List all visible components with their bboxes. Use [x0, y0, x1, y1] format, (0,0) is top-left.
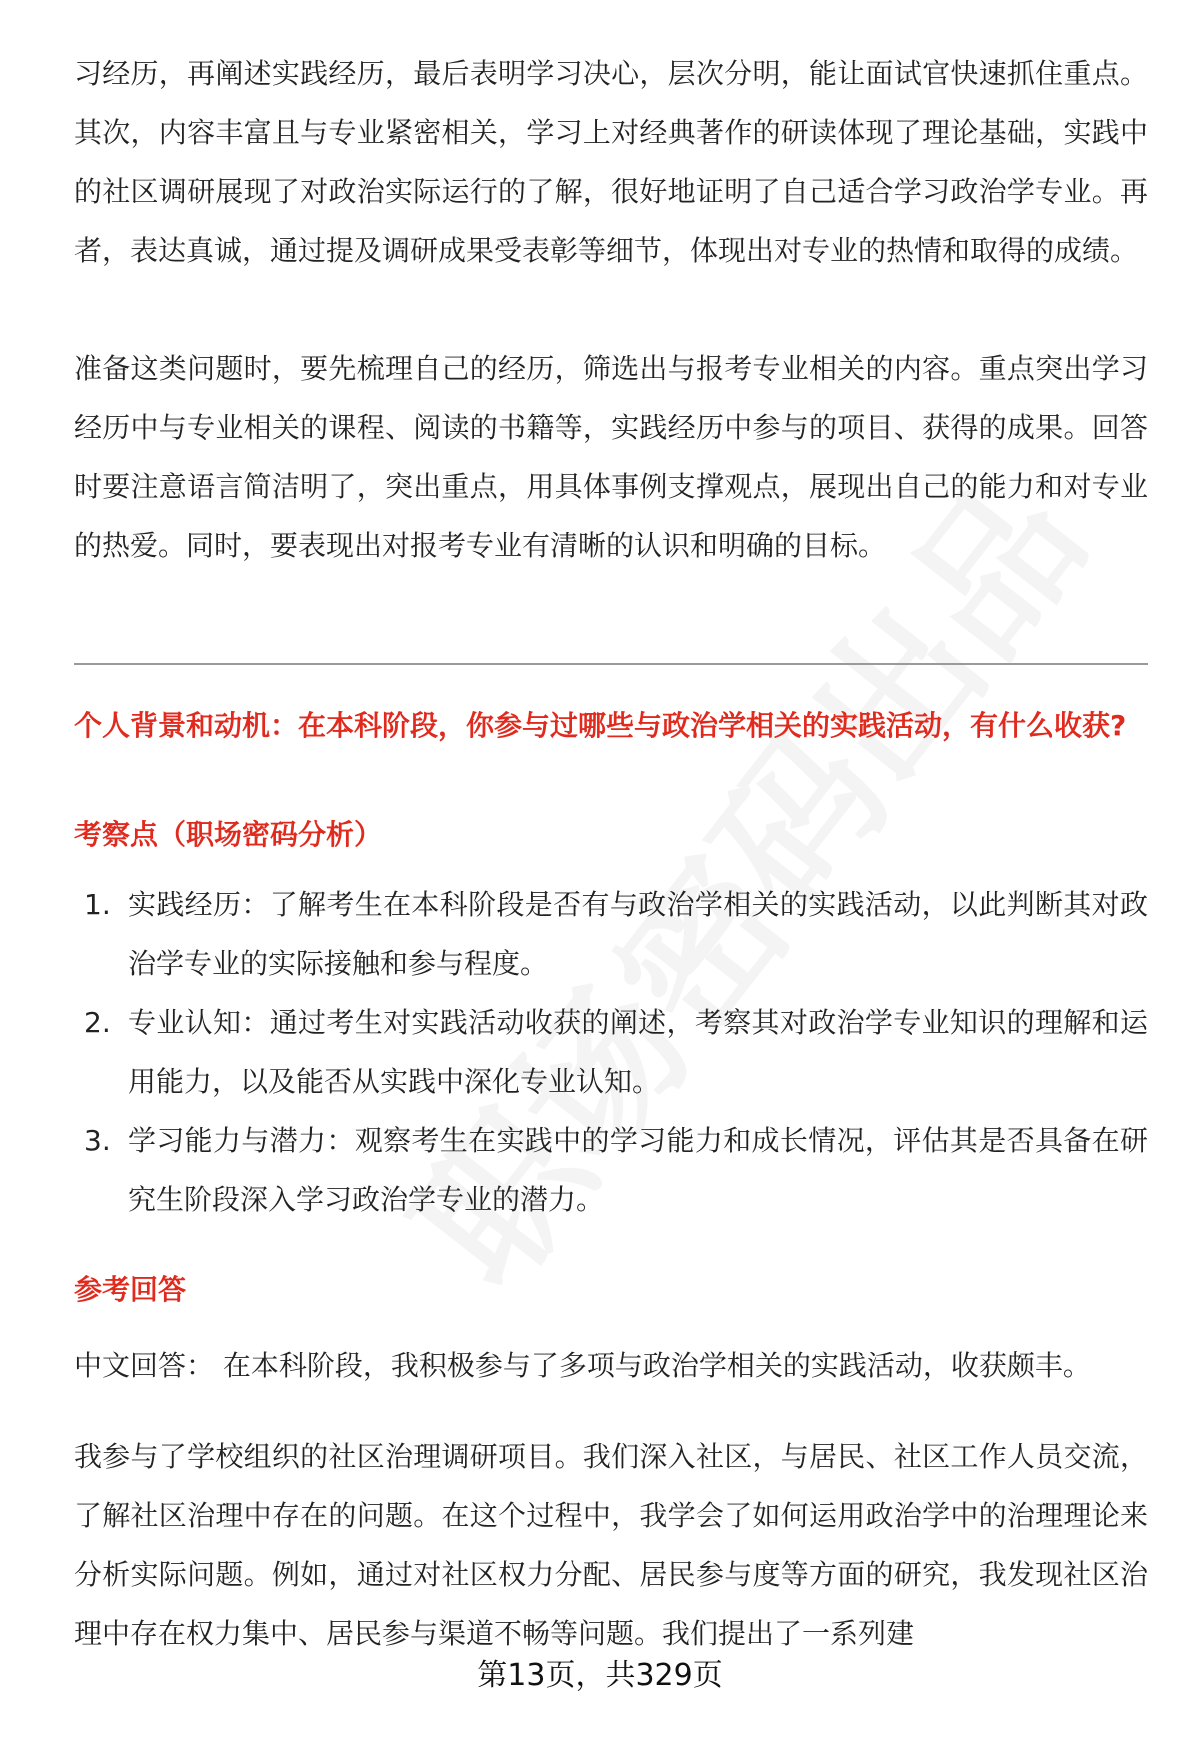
analysis-item-2: 2. 专业认知：通过考生对实践活动收获的阐述，考察其对政治学专业知识的理解和运用能力，以及能否从实践中深化专业认知。 [84, 1006, 1148, 1098]
question-heading: 个人背景和动机：在本科阶段，你参与过哪些与政治学相关的实践活动，有什么收获? [74, 709, 1127, 742]
intro-paragraph-2: 准备这类问题时，要先梳理自己的经历，筛选出与报考专业相关的内容。重点突出学习经历中与专业相关的课程、阅读的书籍等，实践经历中参与的项目、获得的成果。回答时要注意语言简洁明了，突出重点，用具体事例支撑观点，展现出自己的能力和对专业的热爱。同时，要表现出对报考专业有清晰的认识和明确的目标。 [74, 352, 1148, 562]
answer-paragraph: 我参与了学校组织的社区治理调研项目。我们深入社区，与居民、社区工作人员交流，了解社区治理中存在的问题。在这个过程中，我学会了如何运用政治学中的治理理论来分析实际问题。例如，通过对社区权力分配、居民参与度等方面的研究，我发现社区治理中存在权力集中、居民参与渠道不畅等问题。我们提出了一系列建 [74, 1440, 1148, 1650]
analysis-list [74, 875, 1148, 1229]
analysis-item-1: 1. 实践经历：了解考生在本科阶段是否有与政治学相关的实践活动，以此判断其对政治学专业的实际接触和参与程度。 [84, 888, 1148, 980]
intro-paragraph-1: 习经历，再阐述实践经历，最后表明学习决心，层次分明，能让面试官快速抓住重点。其次，内容丰富且与专业紧密相关，学习上对经典著作的研读体现了理论基础，实践中的社区调研展现了对政治实际运行的了解，很好地证明了自己适合学习政治学专业。再者，表达真诚，通过提及调研成果受表彰等细节，体现出对专业的热情和取得的成绩。 [74, 57, 1148, 267]
analysis-item-3: 3. 学习能力与潜力：观察考生在实践中的学习能力和成长情况，评估其是否具备在研究生阶段深入学习政治学专业的潜力。 [84, 1124, 1148, 1216]
page-footer: 第13页，共329页 [477, 1658, 723, 1693]
answer-heading: 参考回答 [74, 1273, 187, 1306]
section-divider [74, 663, 1148, 665]
answer-intro: 中文回答： 在本科阶段，我积极参与了多项与政治学相关的实践活动，收获颇丰。 [74, 1349, 1091, 1382]
analysis-heading: 考察点（职场密码分析） [74, 818, 383, 851]
